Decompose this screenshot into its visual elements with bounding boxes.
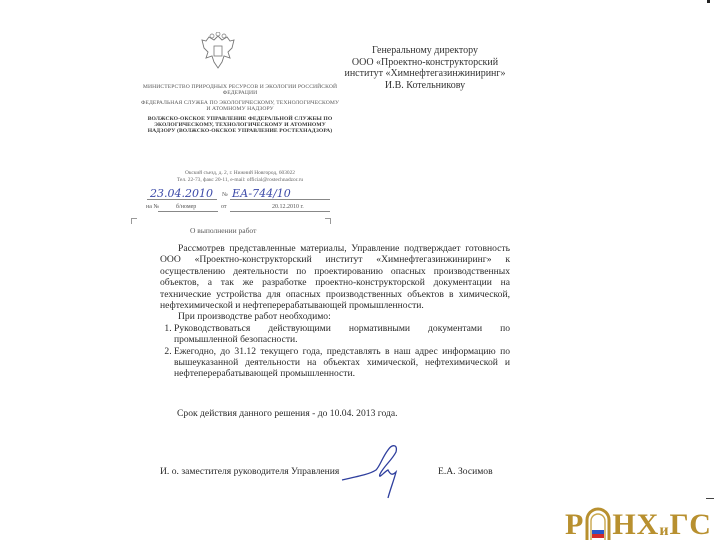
contacts-phone: Тел. 22-73, факс 20-11, e-mail: official@rostechnadzor.ru xyxy=(176,176,304,183)
ref-label: на № xyxy=(146,204,160,210)
letter-body xyxy=(160,243,510,380)
addressee-line: Генеральному директору xyxy=(371,45,479,56)
ranhigs-logo xyxy=(565,508,712,540)
letterhead xyxy=(140,84,340,138)
letterhead-contacts xyxy=(140,170,340,183)
flag-arch-icon xyxy=(585,506,611,540)
body-paragraph: Рассмотрев представленные материалы, Управление подтверждает готовность ООО «Проектно-конструкторский институт «Химнефтегазинжиниринг» к осуществлению деятельности по проектированию опасных производственных объектов, а так же разработке проектно-конструкторской документации на технические устройства для опасных производственных объектов в химической, нефтехимической и нефтеперерабатывающей промышленности. xyxy=(160,243,510,312)
requirement-item: 1. Руководствоваться действующими нормативными документами по промышленной безопасности. xyxy=(174,323,510,346)
signatory-title: И. о. заместителя руководителя Управления xyxy=(160,466,340,477)
letterhead-ministry: МИНИСТЕРСТВО ПРИРОДНЫХ РЕСУРСОВ И ЭКОЛОГИИ РОССИЙСКОЙ ФЕДЕРАЦИИ xyxy=(142,84,338,97)
addressee-block xyxy=(330,45,520,91)
subject-bracket-left xyxy=(131,218,137,224)
letterhead-department: ВОЛЖСКО-ОКСКОЕ УПРАВЛЕНИЕ ФЕДЕРАЛЬНОЙ СЛУЖБЫ ПО ЭКОЛОГИЧЕСКОМУ, ТЕХНОЛОГИЧЕСКОМУ И АТОМНОМУ НАДЗОРУ (ВОЛЖСКО-ОКСКОЕ УПРАВЛЕНИЕ РОСТЕХНАДЗОРА) xyxy=(147,115,333,135)
date-underline xyxy=(147,199,217,200)
letterhead-service: ФЕДЕРАЛЬНАЯ СЛУЖБА ПО ЭКОЛОГИЧЕСКОМУ, ТЕХНОЛОГИЧЕСКОМУ И АТОМНОМУ НАДЗОРУ xyxy=(140,99,340,113)
handwritten-number: ЕА-744/10 xyxy=(232,187,291,200)
logo-conjunction: и xyxy=(659,522,670,539)
requirements-list xyxy=(160,323,510,380)
requirement-item: 2. Ежегодно, до 31.12 текущего года, представлять в наш адрес информацию по вышеуказанной деятельности на объектах химической, нефтехимической и нефтеперерабатывающей промышленности. xyxy=(174,346,510,380)
contacts-address: Окский съезд, д. 2, г. Нижний Новгород, 603022 xyxy=(185,170,295,176)
number-underline xyxy=(230,199,330,200)
ref-date: 20.12.2010 г. xyxy=(272,204,304,210)
ref-from-label: от xyxy=(221,204,227,210)
coat-of-arms-icon xyxy=(200,32,236,72)
letter-subject: О выполнении работ xyxy=(190,226,257,235)
logo-letters: ГС xyxy=(669,508,712,541)
logo-letters: НХ xyxy=(612,508,660,541)
body-lead-in: При производстве работ необходимо: xyxy=(178,311,331,323)
signatory-name: Е.А. Зосимов xyxy=(438,466,493,477)
logo-letter: Р xyxy=(565,508,585,541)
ref-date-underline xyxy=(230,211,330,212)
number-label: № xyxy=(222,192,228,198)
addressee-line: И.В. Котельникову xyxy=(384,79,466,91)
subject-bracket-right xyxy=(325,218,331,224)
addressee-line: ООО «Проектно-конструкторский xyxy=(351,56,499,68)
handwritten-signature-icon xyxy=(340,440,420,500)
handwritten-date: 23.04.2010 xyxy=(150,187,213,200)
addressee-line: институт «Химнефтегазинжиниринг» xyxy=(344,68,506,79)
ref-number: б/номер xyxy=(176,204,197,210)
scan-artifact xyxy=(707,0,710,3)
ref-number-underline xyxy=(158,211,218,212)
slide-dash xyxy=(706,498,714,499)
validity-statement: Срок действия данного решения - до 10.04. 2013 года. xyxy=(177,408,398,419)
